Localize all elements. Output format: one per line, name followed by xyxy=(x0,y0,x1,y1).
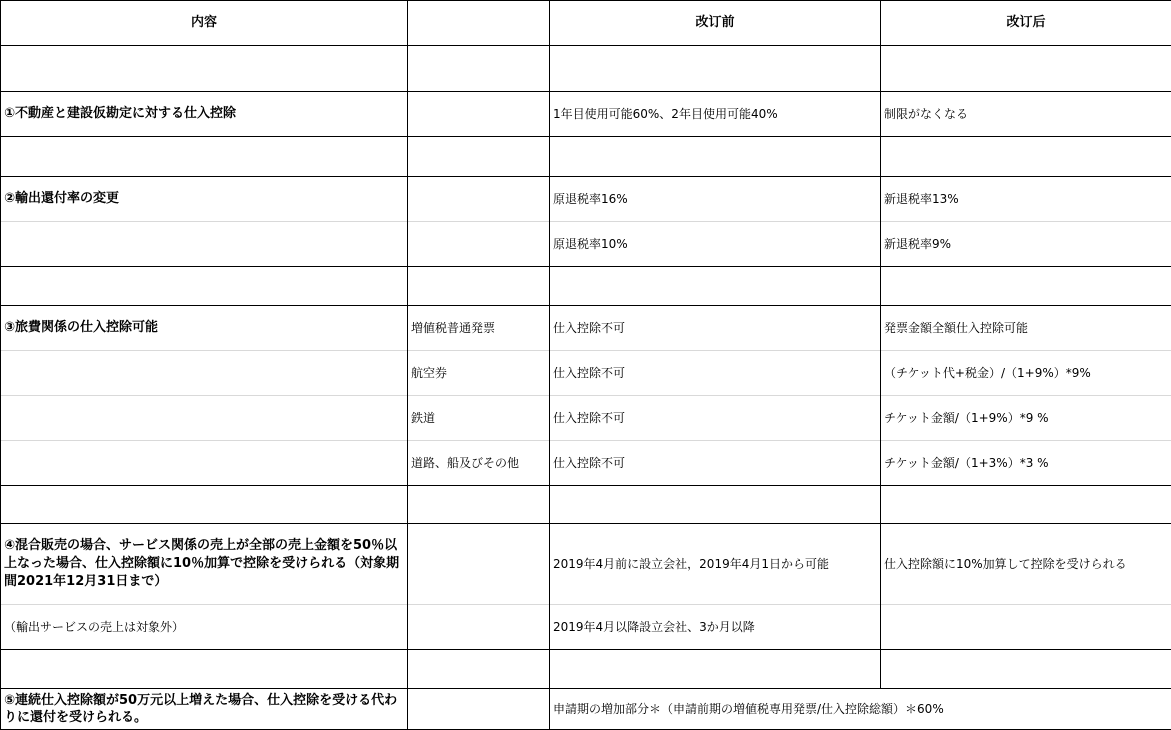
item3-type-2: 航空券 xyxy=(408,351,550,396)
item3-after-4: チケット金額/（1+3%）*3 % xyxy=(881,441,1171,486)
item3-after-1: 発票金額全額仕入控除可能 xyxy=(881,306,1171,351)
item3-after-3: チケット金額/（1+9%）*9 % xyxy=(881,396,1171,441)
item3-after-2: （チケット代+税金）/（1+9%）*9% xyxy=(881,351,1171,396)
table-row xyxy=(1,222,1171,267)
item3-title: ③旅費関係の仕入控除可能 xyxy=(1,306,408,351)
item5-text: 申請期の増加部分＊（申請前期の増値税専用発票/仕入控除総額）＊60% xyxy=(550,689,1171,730)
item3-type-4: 道路、船及びその他 xyxy=(408,441,550,486)
item4-before-2: 2019年4月以降設立会社、3か月以降 xyxy=(550,605,881,650)
item3-before-4: 仕入控除不可 xyxy=(550,441,881,486)
item4-before-1: 2019年4月前に設立会社，2019年4月1日から可能 xyxy=(550,524,881,605)
item2-before-2: 原退税率10% xyxy=(550,222,881,267)
item2-after-2: 新退税率9% xyxy=(881,222,1171,267)
table-row xyxy=(1,177,1171,222)
item1-before: 1年目使用可能60%、2年目使用可能40% xyxy=(550,92,881,137)
item4-after-1: 仕入控除額に10%加算して控除を受けられる xyxy=(881,524,1171,605)
spacer-row xyxy=(1,486,1171,524)
item1-after: 制限がなくなる xyxy=(881,92,1171,137)
header-after: 改订后 xyxy=(881,1,1171,46)
item3-before-3: 仕入控除不可 xyxy=(550,396,881,441)
item2-before-1: 原退税率16% xyxy=(550,177,881,222)
item3-before-2: 仕入控除不可 xyxy=(550,351,881,396)
item5-title: ⑤連続仕入控除額が50万元以上増えた場合、仕入控除を受ける代わりに還付を受けられる。 xyxy=(1,689,408,730)
item4-title: ④混合販売の場合、サービス関係の売上が全部の売上金額を50％以上なった場合、仕入控除額に10％加算で控除を受けられる（対象期間2021年12月31日まで） xyxy=(1,524,408,605)
item2-after-1: 新退税率13% xyxy=(881,177,1171,222)
table-row xyxy=(1,92,1171,137)
item1-title: ①不動産と建設仮勘定に対する仕入控除 xyxy=(1,92,408,137)
table-row xyxy=(1,605,1171,650)
header-row xyxy=(1,1,1171,46)
item2-title: ②輸出還付率の変更 xyxy=(1,177,408,222)
table-row xyxy=(1,306,1171,351)
item3-type-3: 鉄道 xyxy=(408,396,550,441)
table-row xyxy=(1,689,1171,730)
table-row xyxy=(1,396,1171,441)
table-row xyxy=(1,441,1171,486)
item3-before-1: 仕入控除不可 xyxy=(550,306,881,351)
spacer-row xyxy=(1,267,1171,306)
table-row xyxy=(1,524,1171,605)
header-before: 改订前 xyxy=(550,1,881,46)
item4-note: （輸出サービスの売上は対象外） xyxy=(1,605,408,650)
item3-type-1: 増値税普通発票 xyxy=(408,306,550,351)
table-row xyxy=(1,351,1171,396)
spacer-row xyxy=(1,650,1171,689)
header-type xyxy=(408,1,550,46)
header-content: 内容 xyxy=(1,1,408,46)
spacer-row xyxy=(1,137,1171,177)
spacer-row xyxy=(1,46,1171,92)
